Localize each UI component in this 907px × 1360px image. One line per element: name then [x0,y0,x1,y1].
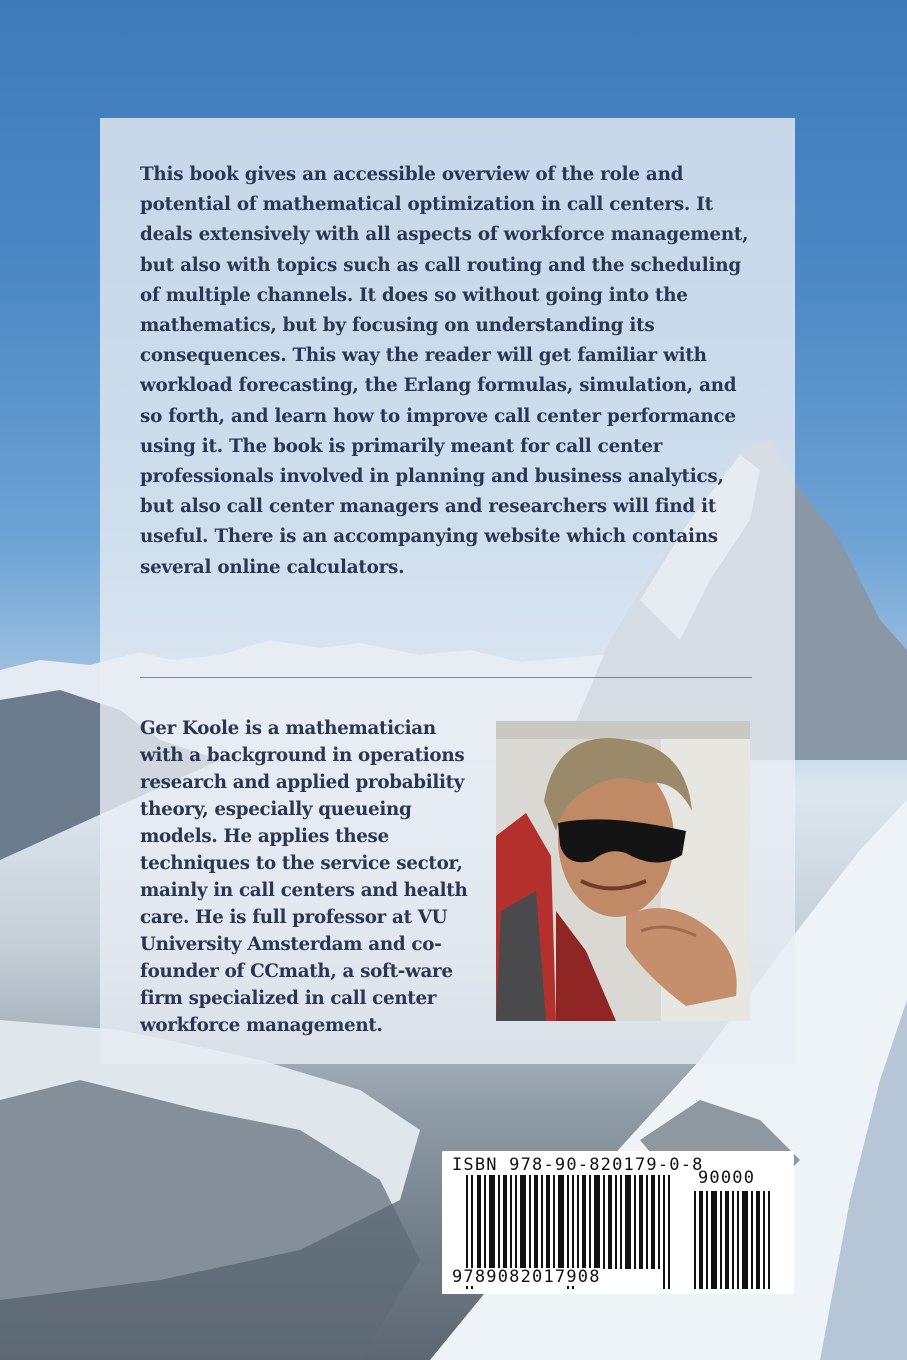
author-portrait [496,721,750,1021]
section-divider [140,677,752,678]
isbn-barcode [442,1151,794,1294]
barcode-addon-digits: 90000 [698,1168,756,1188]
author-photo [496,721,750,1021]
ean-digits: 9789082017908 [452,1267,601,1287]
book-description: This book gives an accessible overview of the role and potential of mathematical optimization in call centers. It deals extensively with all aspects of workforce management, but also with topics such as call routing and the scheduling of multiple channels. It does so without going into the mathematics, but by focusing on understanding its consequences. This way the reader will get familiar with workload forecasting, the Erlang formulas, simulation, and so forth, and learn how to improve call center performance using it. The book is primarily meant for call center professionals involved in planning and business analytics, but also call center managers and researchers will find it useful. There is an accompanying website which contains several online calculators. [140,164,749,578]
isbn-label: ISBN 978-90-820179-0-8 [452,1155,704,1175]
author-bio: Ger Koole is a mathematician with a background in operations research and applied probability theory, especially queueing models. He applies these techniques to the service sector, mainly in call centers and health care. He is full professor at VU University Amsterdam and co-founder of CCmath, a soft-ware firm specialized in call center workforce management. [140,718,468,1036]
